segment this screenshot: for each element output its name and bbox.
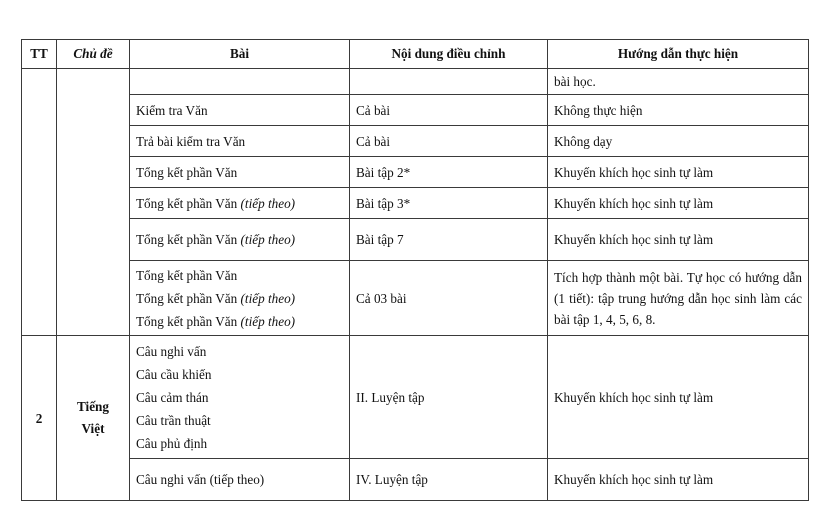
cell-bai: Câu nghi vấn (tiếp theo) bbox=[130, 459, 350, 501]
lesson-title: Tổng kết phần Văn bbox=[136, 195, 238, 211]
cell-noidung: Bài tập 2* bbox=[350, 157, 548, 188]
cell-huongdan: Tích hợp thành một bài. Tự học có hướng dẫn (1 tiết): tập trung hướng dẫn học sinh làm các bài tập 1, 4, 5, 6, 8. bbox=[548, 261, 809, 336]
lesson-line: Câu nghi vấn bbox=[136, 343, 207, 359]
cell-huongdan: Khuyến khích học sinh tự làm bbox=[548, 219, 809, 261]
header-bai: Bài bbox=[130, 40, 350, 69]
table-row bbox=[22, 157, 809, 188]
cell-bai bbox=[130, 69, 350, 95]
lesson-line: Câu phủ định bbox=[136, 435, 208, 451]
cell-bai: Kiểm tra Văn bbox=[130, 95, 350, 126]
cell-tt-group1 bbox=[22, 69, 57, 336]
cell-bai bbox=[130, 219, 350, 261]
table-row bbox=[22, 126, 809, 157]
cell-huongdan: Khuyến khích học sinh tự làm bbox=[548, 157, 809, 188]
lesson-title: Tổng kết phần Văn bbox=[136, 232, 238, 247]
lesson-line: Câu cầu khiến bbox=[136, 366, 212, 382]
cell-bai bbox=[130, 336, 350, 459]
lesson-title: Tổng kết phần Văn bbox=[136, 290, 238, 306]
cell-noidung: Cả bài bbox=[350, 126, 548, 157]
cell-noidung: II. Luyện tập bbox=[350, 336, 548, 459]
cell-chude-group2 bbox=[57, 336, 130, 501]
cell-huongdan: bài học. bbox=[548, 69, 809, 95]
cell-noidung: Cả 03 bài bbox=[350, 261, 548, 336]
lesson-title: Tổng kết phần Văn bbox=[136, 313, 238, 329]
cell-chude-group1 bbox=[57, 69, 130, 336]
cell-bai bbox=[130, 188, 350, 219]
topic-line: Việt bbox=[81, 421, 105, 436]
table-row bbox=[22, 336, 809, 459]
table-header-row bbox=[22, 40, 809, 69]
cell-tt-group2: 2 bbox=[22, 336, 57, 501]
cell-noidung: IV. Luyện tập bbox=[350, 459, 548, 501]
header-chu-de: Chủ đề bbox=[57, 40, 130, 69]
table-row bbox=[22, 95, 809, 126]
lesson-suffix: (tiếp theo) bbox=[240, 313, 296, 329]
table-row bbox=[22, 459, 809, 501]
lesson-line: Câu cảm thán bbox=[136, 389, 209, 405]
cell-noidung bbox=[350, 69, 548, 95]
topic-line: Tiếng bbox=[76, 399, 109, 414]
cell-noidung: Bài tập 3* bbox=[350, 188, 548, 219]
cell-bai bbox=[130, 261, 350, 336]
cell-huongdan: Khuyến khích học sinh tự làm bbox=[548, 459, 809, 501]
cell-noidung: Bài tập 7 bbox=[350, 219, 548, 261]
table-row bbox=[22, 188, 809, 219]
lesson-suffix: (tiếp theo) bbox=[240, 290, 296, 306]
lesson-line bbox=[136, 264, 343, 287]
lesson-title: Tổng kết phần Văn bbox=[136, 267, 238, 283]
lesson-line bbox=[136, 310, 343, 333]
table-row bbox=[22, 219, 809, 261]
header-tt: TT bbox=[22, 40, 57, 69]
lesson-suffix: (tiếp theo) bbox=[240, 195, 296, 211]
header-noi-dung: Nội dung điều chỉnh bbox=[350, 40, 548, 69]
cell-huongdan: Khuyến khích học sinh tự làm bbox=[548, 336, 809, 459]
table-row bbox=[22, 69, 809, 95]
cell-huongdan: Khuyến khích học sinh tự làm bbox=[548, 188, 809, 219]
cell-bai: Trả bài kiểm tra Văn bbox=[130, 126, 350, 157]
header-huong-dan: Hướng dẫn thực hiện bbox=[548, 40, 809, 69]
lesson-line bbox=[136, 287, 343, 310]
table-row bbox=[22, 261, 809, 336]
cell-bai: Tổng kết phần Văn bbox=[130, 157, 350, 188]
adjustment-table bbox=[21, 39, 809, 501]
cell-huongdan: Không dạy bbox=[548, 126, 809, 157]
lesson-line: Câu trần thuật bbox=[136, 412, 211, 428]
lesson-suffix: (tiếp theo) bbox=[240, 232, 296, 247]
cell-huongdan: Không thực hiện bbox=[548, 95, 809, 126]
cell-noidung: Cả bài bbox=[350, 95, 548, 126]
